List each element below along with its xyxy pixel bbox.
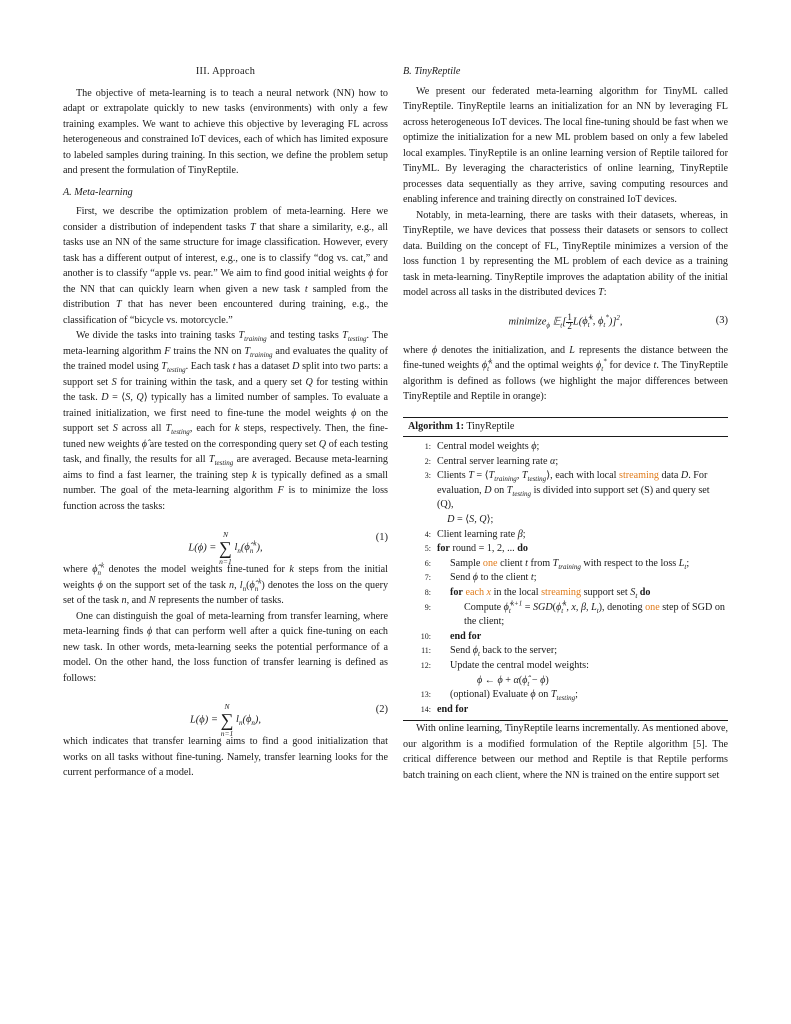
algorithm-line-8: 8: for each x in the local streaming support set $S_t$ do — [424, 587, 651, 601]
tinyreptile-paragraph-1: We present our federated meta-learning algorithm for TinyML called TinyReptile. TinyReptile learns an initialization for an NN by leveraging FL across heterogeneous IoT devices. The local fine-tuning should be fast when we optimize the initialization for a new ML problem based on only a few labeled local examples. TinyReptile is an online learning version of Reptile tailored for TinyML. By leveraging the characteristics of online learning, TinyReptile processes data sequentially as they arrive, saving computing resources and enabling inference and training directly on constrained IoT devices. — [403, 85, 728, 205]
intro-paragraph: The objective of meta-learning is to teach a neural network (NN) how to adapt or extrapolate quickly to new tasks (environments) with only a few training examples. We want to achieve this objective by leveraging FL across heterogeneous and constrained IoT devices, each of which has limited exposure to labeled samples during training. In this section, we define the problem setup and present the formulation of TinyReptile. — [63, 87, 388, 176]
subsection-meta-learning: A. Meta-learning — [63, 186, 133, 198]
algorithm-line-6: 6: Sample one client t from $T_{training}$ with respect to the loss $L_t$; — [424, 557, 690, 571]
algorithm-line-12-formula: ϕ ← $\phi + \alpha(\phî_t - \phi)$ — [477, 674, 549, 688]
algorithm-title: Algorithm 1: TinyReptile — [403, 418, 728, 438]
algorithm-line-2: 2: Central server learning rate α; — [424, 455, 559, 467]
meta-learning-paragraph-2: We divide the tasks into training tasks $T_{training}$ and testing tasks $T_{testing}$. The meta-learning algorithm F trains the NN on $T_{training}$ and evaluates the quality of the trained model using $T_{testing}$. Each task t has a dataset D split into two parts: a support set S for training within the task, and a query set Q for testing within the task. D = ⟨S, Q⟩ typically has a limited number of samples. To evaluate a trained initialization, we first need to fine-tune the model weights ϕ on the support set S across all $T_{testing}$, each for k steps, respectively. Then, the fine-tuned new weights ϕ̂ are tested on the corresponding query set Q of each testing task, and finally, the results for all $T_{testing}$ are averaged. Because meta-learning aims to find a fast learner, the training step k is typically defined as a small number. The goal of the meta-learning algorithm F is to minimize the loss function across the tasks: — [63, 330, 389, 512]
meta-learning-paragraph-3: where $\phî_n^k$ denotes the model weights fine-tuned for k steps from the initial weights ϕ on the support set of the task n, $l_n(\phî_n^k)$ denotes the loss on the query set of the task n, and N represents the number of tasks. — [63, 561, 389, 606]
algorithm-1-box — [403, 417, 728, 722]
meta-learning-paragraph-1: First, we describe the optimization problem of meta-learning. Here we consider a distribution of independent tasks T that share a similarity, e.g., all tasks use an NN of the same structure for image classification. However, every task has a different output of interest, e.g., one is to classify “dog vs. cat,” and another is to classify “apple vs. pear.” We aim to find good initial weights ϕ for the NN that can quickly learn when given a new task t sampled from the distribution T that has never been encountered during training, e.g., the classification of “bicycle vs. motorcycle.” — [63, 206, 388, 326]
algorithm-line-10: 10: end for — [420, 630, 482, 642]
algorithm-line-5: 5: for round = 1, 2, ... do — [424, 543, 528, 555]
meta-learning-paragraph-5: which indicates that transfer learning aims to find a good initialization that works on all tasks without fine-tuning. Namely, transfer learning looks for the current performance of a model. — [63, 736, 388, 778]
algorithm-line-3: 3: Clients $T = ⟨T_{training}$, $T_{testing}⟩$, each with local streaming data D. For evaluation, D on $T_{testing}$ is divided into support set (S) and query set (Q), D = ⟨S, Q⟩; — [424, 470, 710, 526]
equation-3-number: (3) — [715, 314, 728, 326]
algorithm-steps — [403, 437, 728, 720]
section-title: III. Approach — [195, 66, 256, 77]
equation-1: L(ϕ) = N ∑ n=1 $l_n(\phî_n^k)$, (1) — [188, 530, 388, 566]
tinyreptile-paragraph-3: where ϕ denotes the initialization, and L represents the distance between the fine-tuned weights $\phî_t^k$ and the optimal weights $\phi_t^*$ for device t. The TinyReptile algorithm is defined as follows (we highlight the major differences between TinyReptile and Reptile in orange): — [403, 344, 729, 402]
algorithm-line-4: 4: Client learning rate β; — [424, 528, 526, 540]
equation-2-number: (2) — [375, 704, 388, 715]
left-column — [63, 64, 388, 781]
equation-3: minimize$_\phi$ 𝔼$_t$[1 $2L(\phî_t^k$, $\phi_t^*)]^2$, (3) — [508, 311, 728, 331]
right-column — [403, 64, 728, 783]
algorithm-line-1: 1: Central model weights ϕ; — [424, 441, 540, 453]
algorithm-line-12: 12: Update the central model weights: — [420, 660, 589, 671]
equation-1-number: (1) — [375, 532, 388, 543]
tinyreptile-paragraph-2: Notably, in meta-learning, there are tasks with their datasets, whereas, in TinyReptile, we have devices that possess their datasets or sensors to collect data. Building on the concept of FL, TinyReptile minimizes a version of the loss function 1 by representing the ML problem of each device as a training task in meta-learning. TinyReptile improves the adaptation ability of the initial model across all tasks in the distributed devices T: — [403, 209, 728, 298]
subsection-tinyreptile: B. TinyReptile — [403, 66, 461, 77]
meta-learning-paragraph-4: One can distinguish the goal of meta-learning from transfer learning, where meta-learning finds ϕ that can perform well after a quick fine-tuning on each new task. In other words, meta-learning seeks the potential performance of a model. On the other hand, the loss function of transfer learning is defined as follows: — [63, 610, 388, 684]
equation-2: L(ϕ) = N ∑ n=1 $l_n(\phi_n)$, (2) — [189, 702, 388, 738]
algorithm-line-14: 14: end for — [420, 703, 469, 715]
tinyreptile-paragraph-4: With online learning, TinyReptile learns incrementally. As mentioned above, our algorithm is a modified formulation of the Reptile algorithm [5]. The critical difference between our method and Reptile is that Reptile performs batch training on each client, where the NN is trained on the entire support set — [403, 723, 728, 781]
algorithm-line-7: 7: Send ϕ to the client t; — [424, 572, 537, 584]
algorithm-line-9: 9: Compute $\phî_t^{k+1}$ = $SGD(\phî_t^k$, x, β, $L_t$), denoting one step of SGD on the client; — [424, 599, 725, 628]
algorithm-line-13: 13: (optional) Evaluate ϕ on $T_{testing}$; — [420, 689, 578, 703]
algorithm-line-11: 11: Send $\phi_t$ back to the server; — [421, 645, 558, 659]
